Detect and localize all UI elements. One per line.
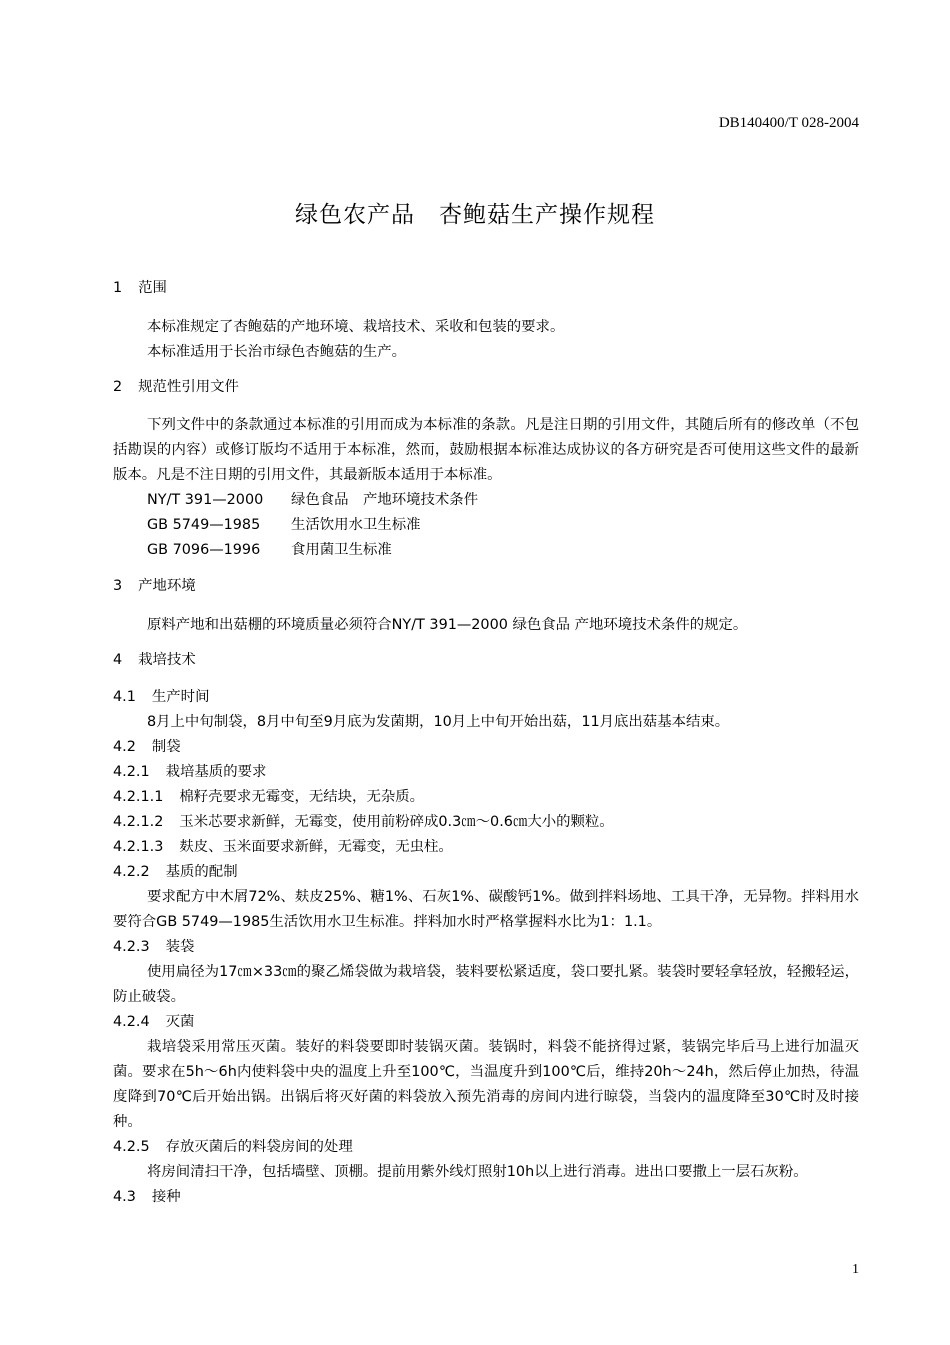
subsection-heading-4-2-1: 4.2.1 栽培基质的要求 [113,764,267,780]
document-body [113,276,859,1210]
page-number: 1 [852,1262,859,1277]
subsection-heading-4-2-5: 4.2.5 存放灭菌后的料袋房间的处理 [113,1139,353,1155]
clause-4-2-1-1: 4.2.1.1 棉籽壳要求无霉变，无结块，无杂质。 [113,789,425,805]
section-heading-2: 2 规范性引用文件 [113,379,239,395]
scope-paragraphs [113,315,859,365]
section-heading-1: 1 范围 [113,280,167,296]
environment-paragraph: 原料产地和出菇棚的环境质量必须符合NY/T 391—2000 绿色食品 产地环境技术条件的规定。 [147,617,748,633]
bagging-paragraph: 使用扁径为17㎝×33㎝的聚乙烯袋做为栽培袋，装料要松紧适度，袋口要扎紧。装袋时要轻拿轻放，轻搬轻运，防止破袋。 [113,964,859,1005]
reference-item: GB 5749—1985 生活饮用水卫生标准 [147,517,421,533]
section-heading-4: 4 栽培技术 [113,652,196,668]
subsection-heading-4-2: 4.2 制袋 [113,739,181,755]
clause-4-2-1-2: 4.2.1.2 玉米芯要求新鲜，无霉变，使用前粉碎成0.3㎝～0.6㎝大小的颗粒。 [113,814,614,830]
subsection-heading-4-1: 4.1 生产时间 [113,689,210,705]
subsection-heading-4-2-4: 4.2.4 灭菌 [113,1014,195,1030]
clause-4-2-1-3: 4.2.1.3 麸皮、玉米面要求新鲜，无霉变，无虫柱。 [113,839,453,855]
subsection-heading-4-3: 4.3 接种 [113,1189,181,1205]
reference-item: NY/T 391—2000 绿色食品 产地环境技术条件 [147,492,479,508]
sterilization-paragraph: 栽培袋采用常压灭菌。装好的料袋要即时装锅灭菌。装锅时，料袋不能挤得过紧，装锅完毕后马上进行加温灭菌。要求在5h～6h内使料袋中央的温度上升至100℃，当温度升到100℃后，维持20h～24h，然后停止加热，待温度降到70℃后开始出锅。出锅后将灭好菌的料袋放入预先消毒的房间内进行晾袋，当袋内的温度降至30℃时及时接种。 [113,1039,859,1130]
room-treatment-paragraph: 将房间清扫干净，包括墙壁、顶棚。提前用紫外线灯照射10h以上进行消毒。进出口要撒上一层石灰粉。 [147,1164,808,1180]
production-time-paragraph: 8月上中旬制袋，8月中旬至9月底为发菌期，10月上中旬开始出菇，11月底出菇基本结束。 [147,714,730,730]
subsection-heading-4-2-3: 4.2.3 装袋 [113,939,195,955]
page-title: 绿色农产品 杏鲍菇生产操作规程 [295,202,655,228]
references-intro: 下列文件中的条款通过本标准的引用而成为本标准的条款。凡是注日期的引用文件，其随后所有的修改单（不包括勘误的内容）或修订版均不适用于本标准，然而，鼓励根据本标准达成协议的各方研究是否可使用这些文件的最新版本。凡是不注日期的引用文件，其最新版本适用于本标准。 [113,417,859,483]
reference-item: GB 7096—1996 食用菌卫生标准 [147,542,392,558]
section-heading-3: 3 产地环境 [113,578,196,594]
subsection-heading-4-2-2: 4.2.2 基质的配制 [113,864,238,880]
scope-paragraph-1: 本标准规定了杏鲍菇的产地环境、栽培技术、采收和包装的要求。 [147,319,565,335]
formula-paragraph: 要求配方中木屑72%、麸皮25%、糖1%、石灰1%、碳酸钙1%。做到拌料场地、工具干净，无异物。拌料用水要符合GB 5749—1985生活饮用水卫生标准。拌料加水时严格掌握料水比为1：1.1。 [113,889,859,930]
document-code: DB140400/T 028-2004 [718,115,859,131]
scope-paragraph-2: 本标准适用于长治市绿色杏鲍菇的生产。 [147,344,407,360]
